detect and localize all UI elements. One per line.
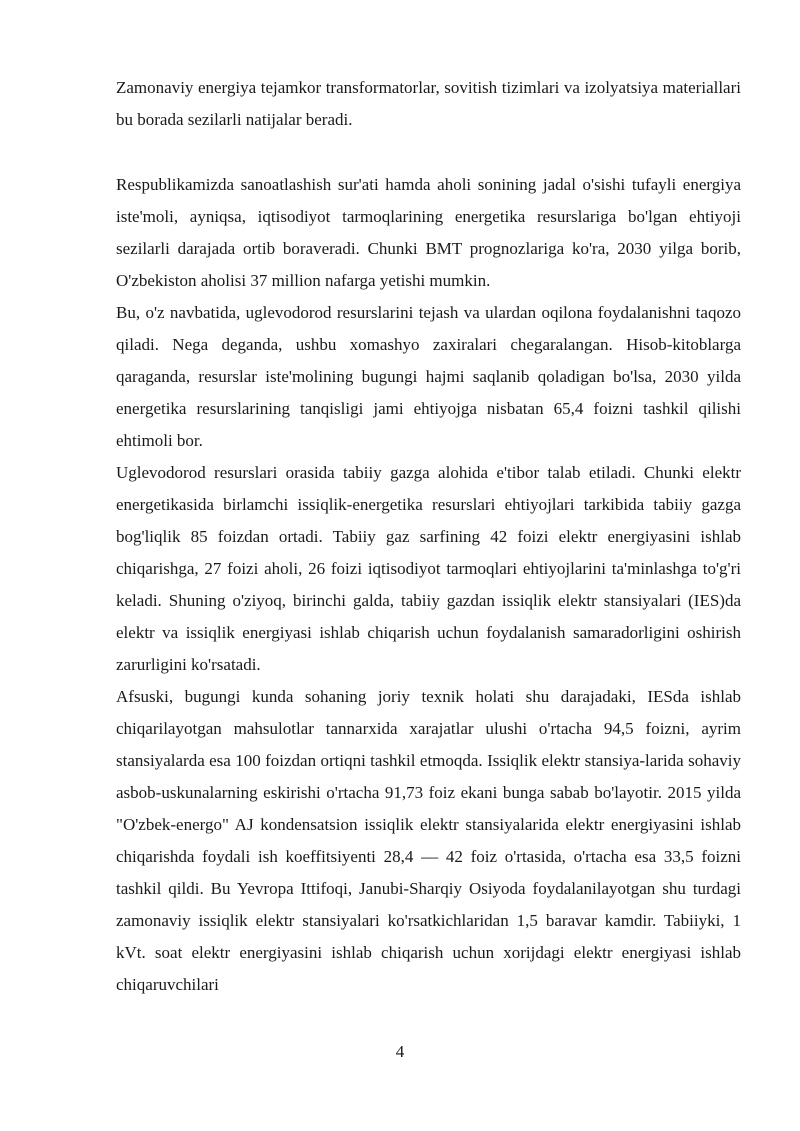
paragraph-hydrocarbon-saving: Bu, o'z navbatida, uglevodorod resurslarini tejash va ulardan oqilona foydalanishni taqozo qiladi. Nega deganda, ushbu xomashyo zaxiralari chegaralangan. Hisob-kitoblarga qaraganda, resurslar iste'molining bugungi hajmi saqlanib qoladigan bo'lsa, 2030 yilda energetika resurslarining tanqisligi jami ehtiyojga nisbatan 65,4 foizni tashkil qilishi ehtimoli bor. — [116, 303, 741, 450]
page-number: 4 — [395, 1042, 405, 1061]
paragraph-spacer — [116, 136, 741, 169]
paragraph-intro: Zamonaviy energiya tejamkor transformatorlar, sovitish tizimlari va izolyatsiya materiallari bu borada sezilarli natijalar beradi. — [116, 78, 741, 129]
paragraph-natural-gas: Uglevodorod resurslari orasida tabiiy gazga alohida e'tibor talab etiladi. Chunki elektr energetikasida birlamchi issiqlik-energetika resurslari ehtiyojlari tarkibida tabiiy gazga bog'liqlik 85 foizdan ortadi. Tabiiy gaz sarfining 42 foizi elektr energiyasini ishlab chiqarishga, 27 foizi aholi, 26 foizi iqtisodiyot tarmoqlari ehtiyojlarini ta'minlashga to'g'ri keladi. Shuning o'ziyoq, birinchi galda, tabiiy gazdan issiqlik elektr stansiyalari (IES)da elektr va issiqlik energiyasi ishlab chiqarish uchun foydalanish samaradorligini oshirish zarurligini ko'rsatadi. — [116, 463, 741, 674]
paragraph-technical-condition: Afsuski, bugungi kunda sohaning joriy texnik holati shu darajadaki, IESda ishlab chiqarilayotgan mahsulotlar tannarxida xarajatlar ulushi o'rtacha 94,5 foizni, ayrim stansiyalarda esa 100 foizdan ortiqni tashkil etmoqda. Issiqlik elektr stansiya-larida sohaviy asbob-uskunalarning eskirishi o'rtacha 91,73 foiz ekani bunga sabab bo'layotir. 2015 yilda "O'zbek-energo" AJ kondensatsion issiqlik elektr stansiyalarida elektr energiyasini ishlab chiqarishda foydali ish koeffitsiyenti 28,4 — 42 foiz o'rtasida, o'rtacha esa 33,5 foizni tashkil qildi. Bu Yevropa Ittifoqi, Janubi-Sharqiy Osiyoda foydalanilayotgan shu turdagi zamonaviy issiqlik elektr stansiyalari ko'rsatkichlaridan 1,5 baravar kamdir. Tabiiyki, 1 kVt. soat elektr energiyasini ishlab chiqarish uchun xorijdagi elektr energiyasi ishlab chiqaruvchilari — [116, 687, 741, 994]
paragraph-population-growth: Respublikamizda sanoatlashish sur'ati hamda aholi sonining jadal o'sishi tufayli energiya iste'moli, ayniqsa, iqtisodiyot tarmoqlarining energetika resurslariga bo'lgan ehtiyoji sezilarli darajada ortib boraveradi. Chunki BMT prognozlariga ko'ra, 2030 yilga borib, O'zbekiston aholisi 37 million nafarga yetishi mumkin. — [116, 175, 741, 290]
document-body — [116, 72, 741, 1001]
